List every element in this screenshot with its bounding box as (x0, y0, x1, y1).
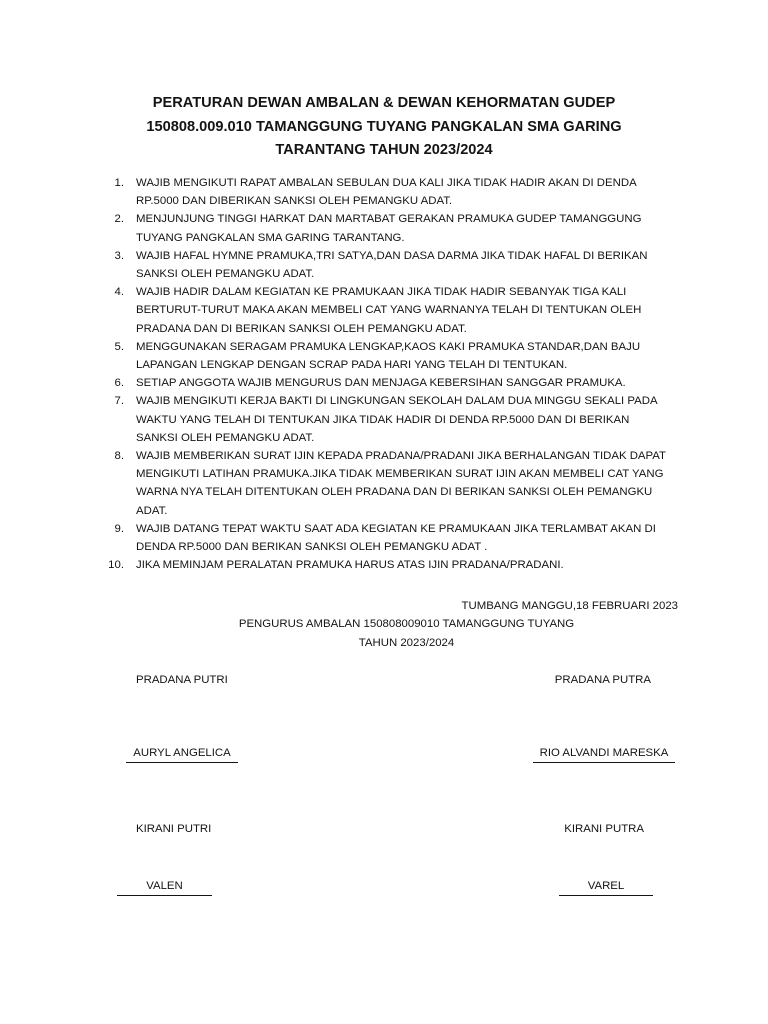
rule-text-line: MENGGUNAKAN SERAGAM PRAMUKA LENGKAP,KAOS KAKI PRAMUKA STANDAR,DAN BAJU (136, 340, 641, 353)
rule-item-10 (104, 556, 684, 574)
signature-name-varel: VAREL (559, 877, 653, 896)
rule-text-line: WAJIB HAFAL HYMNE PRAMUKA,TRI SATYA,DAN DASA DARMA JIKA TIDAK HAFAL DI BERIKAN (136, 249, 648, 262)
document-title (60, 92, 708, 163)
rule-number: 5. (114, 340, 124, 353)
signature-role-pradana-putra: PRADANA PUTRA (554, 674, 651, 686)
rule-text-line: WAJIB DATANG TEPAT WAKTU SAAT ADA KEGIATAN KE PRAMUKAAN JIKA TERLAMBAT AKAN DI (136, 522, 656, 535)
rule-text-line: SANKSI OLEH PEMANGKU ADAT. (136, 431, 315, 444)
rule-number: 6. (114, 377, 124, 390)
rule-item-1 (104, 174, 684, 210)
rule-text-line: DENDA RP.5000 DAN BERIKAN SANKSI OLEH PEMANGKU ADAT . (136, 541, 488, 554)
rule-number: 9. (114, 522, 124, 535)
rule-text-line: MENJUNJUNG TINGGI HARKAT DAN MARTABAT GERAKAN PRAMUKA GUDEP TAMANGGUNG (136, 213, 642, 226)
rule-text-line: SANKSI OLEH PEMANGKU ADAT. (136, 268, 315, 281)
signature-name-valen: VALEN (117, 877, 212, 896)
rule-item-9 (104, 520, 684, 556)
rule-number: 10. (108, 559, 124, 572)
rule-item-8 (104, 447, 684, 520)
rules-list (104, 174, 684, 574)
rule-item-6 (104, 374, 684, 392)
organization-line-1: PENGURUS AMBALAN 150808009010 TAMANGGUNG TUYANG (238, 618, 575, 630)
rule-number: 8. (114, 450, 124, 463)
rule-text-line: RP.5000 DAN DIBERIKAN SANKSI OLEH PEMANGKU ADAT. (136, 195, 453, 208)
rule-number: 4. (114, 286, 124, 299)
rule-number: 1. (114, 177, 124, 189)
rule-text-line: TUYANG PANGKALAN SMA GARING TARANTANG. (136, 231, 405, 244)
rule-item-2 (104, 210, 684, 246)
rule-text-line: LAPANGAN LENGKAP DENGAN SCRAP PADA HARI YANG TELAH DI TENTUKAN. (136, 359, 568, 372)
signature-name-rio-alvandi-mareska: RIO ALVANDI MARESKA (533, 744, 675, 763)
title-line-2: 150808.009.010 TAMANGGUNG TUYANG PANGKALAN SMA GARING (146, 118, 622, 135)
rule-text-line: JIKA MEMINJAM PERALATAN PRAMUKA HARUS ATAS IJIN PRADANA/PRADANI. (136, 559, 564, 572)
title-line-1: PERATURAN DEWAN AMBALAN & DEWAN KEHORMATAN GUDEP (152, 95, 616, 111)
signature-role-pradana-putri: PRADANA PUTRI (136, 674, 228, 686)
rule-number: 7. (114, 395, 124, 408)
rule-text-line: MENGIKUTI LATIHAN PRAMUKA.JIKA TIDAK MEMBERIKAN SURAT IJIN AKAN MEMBELI CAT YANG (136, 468, 664, 481)
rule-text-line: WAJIB MEMBERIKAN SURAT IJIN KEPADA PRADANA/PRADANI JIKA BERHALANGAN TIDAK DAPAT (136, 450, 666, 463)
rule-text-line: SETIAP ANGGOTA WAJIB MENGURUS DAN MENJAGA KEBERSIHAN SANGGAR PRAMUKA. (136, 377, 626, 390)
rule-text-line: WAJIB MENGIKUTI RAPAT AMBALAN SEBULAN DUA KALI JIKA TIDAK HADIR AKAN DI DENDA (136, 177, 637, 189)
signature-role-kirani-putra: KIRANI PUTRA (564, 823, 644, 835)
rule-text-line: WARNA NYA TELAH DITENTUKAN OLEH PRADANA DAN DI BERIKAN SANKSI OLEH PEMANGKU (136, 486, 653, 499)
organization-line-2: TAHUN 2023/2024 (358, 637, 455, 649)
rule-text-line: ADAT. (136, 504, 168, 517)
place-date: TUMBANG MANGGU,18 FEBRUARI 2023 (461, 600, 678, 612)
rule-text-line: BERTURUT-TURUT MAKA AKAN MEMBELI CAT YANG WARNANYA TELAH DI TENTUKAN OLEH (136, 304, 642, 317)
rule-text-line: PRADANA DAN DI BERIKAN SANKSI OLEH PEMANGKU ADAT. (136, 322, 467, 335)
rule-number: 2. (114, 213, 124, 226)
rule-text-line: WAJIB MENGIKUTI KERJA BAKTI DI LINGKUNGAN SEKOLAH DALAM DUA MINGGU SEKALI PADA (136, 395, 658, 408)
rule-item-4 (104, 283, 684, 338)
title-line-3: TARANTANG TAHUN 2023/2024 (275, 142, 493, 158)
rule-item-5 (104, 338, 684, 374)
signature-name-auryl-angelica: AURYL ANGELICA (126, 744, 238, 763)
rule-text-line: WAJIB HADIR DALAM KEGIATAN KE PRAMUKAAN JIKA TIDAK HADIR SEBANYAK TIGA KALI (136, 286, 627, 299)
rule-item-7 (104, 392, 684, 447)
rule-item-3 (104, 247, 684, 283)
rule-number: 3. (114, 249, 124, 262)
rule-text-line: WAKTU YANG TELAH DI TENTUKAN JIKA TIDAK HADIR DI DENDA RP.5000 DAN DI BERIKAN (136, 413, 630, 426)
signature-role-kirani-putri: KIRANI PUTRI (136, 823, 212, 835)
